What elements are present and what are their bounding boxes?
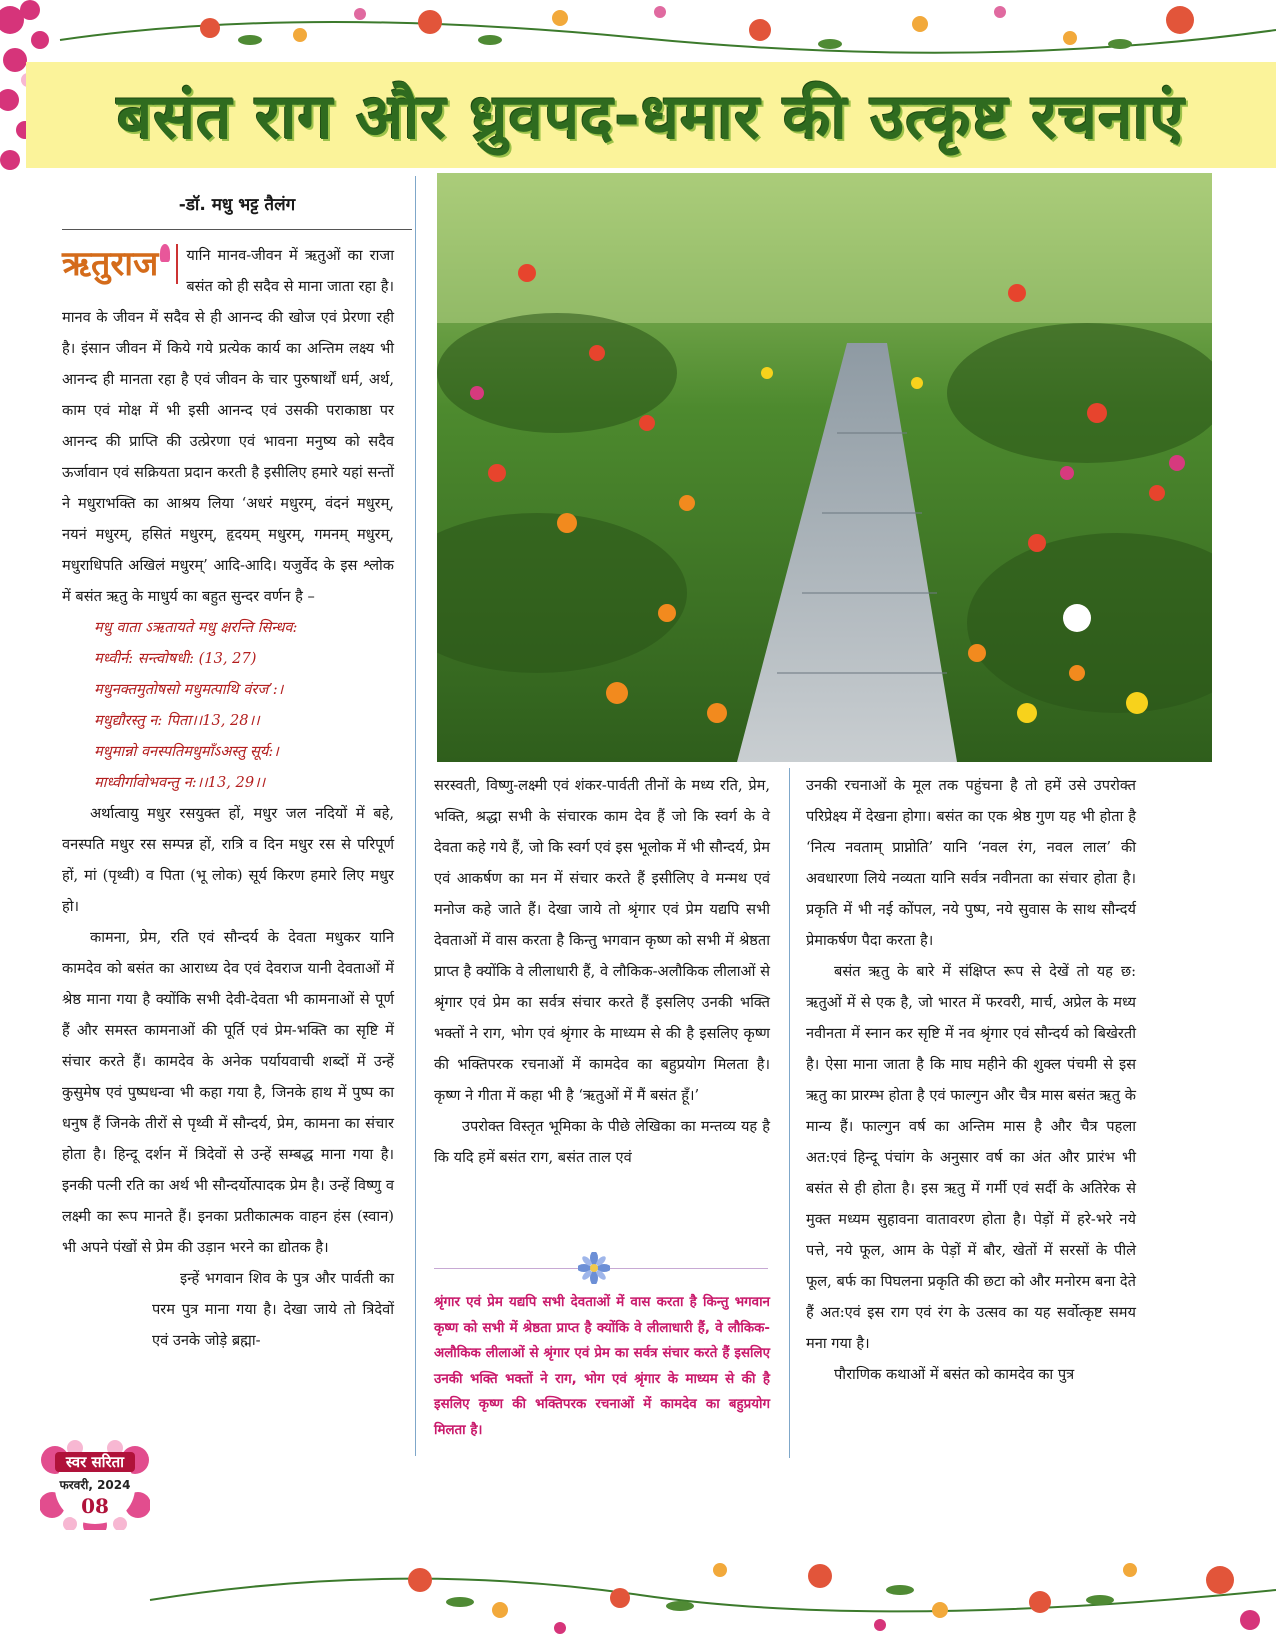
verse-line: मधुमान्नो वनस्पतिमधुमाँऽअस्तु सूर्य:। — [94, 743, 279, 760]
verse-line: मधुनक्तमुतोषसो मधुमत्पाथि वंरज’:। — [94, 681, 284, 698]
title-band — [26, 62, 1276, 168]
intro-paragraph: ऋतुराज यानि मानव-जीवन में ऋतुओं का राजा बसंत को ही सदैव से माना जाता रहा है। मानव के जीवन में सदैव से ही आनन्द की खोज एवं प्रेरणा रही है। इंसान जीवन में किये गये प्रत्येक कार्य का अन्तिम लक्ष्य भी आनन्द ही मानता रहा है एवं जीवन के चार पुरुषार्थों धर्म, अर्थ, काम एवं मोक्ष में भी इसी आनन्द एवं उसकी पराकाष्ठा पर आनन्द की प्राप्ति की उत्प्रेरणा एवं भावना मनुष्य को सदैव ऊर्जावान एवं सक्रियता प्रदान करती है इसीलिए हमारे यहां सन्तों ने मधुराभक्ति का आश्रय लिया ‘अधरं मधुरम्, वंदनं मधुरम्, नयनं मधुरम्, हसितं मधुरम्, हृदयम् मधुरम्, गमनम् मधुरम्, मधुराधिपति अखिलं मधुरम्’ आदि-आदि। यजुर्वेद के इस श्लोक में बसंत ऋतु के माधुर्य का बहुत सुन्दर वर्णन है – — [62, 244, 394, 605]
column-1 — [62, 240, 394, 1356]
paragraph: अर्थात्वायु मधुर रसयुक्त हों, मधुर जल नदियों में बहे, वनस्पति मधुर रस सम्पन्न हों, रात्रि व दिन मधुर रस से परिपूर्ण हों, मां (पृथ्वी) व पिता (भू लोक) सूर्य किरण हमारे लिए मधुर हो। — [62, 805, 394, 915]
paragraph: सरस्वती, विष्णु-लक्ष्मी एवं शंकर-पार्वती तीनों के मध्य रति, प्रेम, भक्ति, श्रद्धा सभी के संचारक काम देव हैं जो कि स्वर्ग के वे देवता कहे गये हैं, जो कि स्वर्ग एवं इस भूलोक में भी सौन्दर्य, प्रेम एवं आकर्षण का मन में संचार करते हैं इसीलिए वे मन्मथ एवं मनोज कहे जाते हैं। देखा जाये तो श्रृंगार एवं प्रेम यद्यपि सभी देवताओं में वास करता है किन्तु भगवान कृष्ण को सभी में श्रेष्ठता प्राप्त है क्योंकि वे लीलाधारी हैं, वे लौकिक-अलौकिक लीलाओं से श्रृंगार एवं प्रेम का सर्वत्र संचार करते हैं इसलिए उनकी भक्ति भक्तों ने राग, भोग एवं श्रृंगार के माध्यम से की है इसलिए कृष्ण की भक्तिपरक रचनाओं में कामदेव का बहुप्रयोग मिलता है। कृष्ण ने गीता में कहा भी है ‘ऋतुओं में मैं बसंत हूँ।’ — [434, 777, 770, 1104]
verse-line: मध्वीर्न: सन्त्वोषधी: (13, 27) — [94, 650, 257, 667]
author-byline: -डॉ. मधु भट्ट तैलंग — [178, 195, 296, 215]
flower-garland-bottom — [0, 1540, 1276, 1650]
lotus-divider-icon — [578, 1252, 610, 1284]
column-3 — [806, 770, 1136, 1390]
paragraph: बसंत ऋतु के बारे में संक्षिप्त रूप से देखें तो यह छ: ऋतुओं में से एक है, जो भारत में फरवरी, मार्च, अप्रेल के मध्य नवीनता में स्नान कर सृष्टि में नव श्रृंगार एवं सौन्दर्य को बिखेरती है। ऐसा माना जाता है कि माघ महीने की शुक्ल पंचमी से इस ऋतु का प्रारम्भ होता है एवं फाल्गुन और चैत्र मास बसंत ऋतु के मान्य हैं। फाल्गुन वर्ष का अन्तिम मास है और चैत्र पहला अत:एवं हिन्दू पंचांग के अनुसार वर्ष का अंत और प्रारंभ भी बसंत से ही होता है। इस ऋतु में गर्मी एवं सर्दी के अतिरेक से मुक्त मध्यम सुहावना वातावरण होता है। पेड़ों में हरे-भरे नये पत्ते, नये फूल, आम के पेड़ों में बौर, खेतों में सरसों के पीले फूल, बर्फ का पिघलना प्रकृति की छटा को और मनोरम बना देते हैं अत:एवं इस राग एवं रंग के उत्सव का यह सर्वोत्कृष्ट समय मना गया है। — [806, 963, 1136, 1352]
garden-path-photo — [437, 173, 1212, 762]
page-number: 08 — [81, 1494, 109, 1518]
paragraph: उनकी रचनाओं के मूल तक पहुंचना है तो हमें उसे उपरोक्त परिप्रेक्ष्य में देखना होगा। बसंत का एक श्रेष्ठ गुण यह भी होता है ‘नित्य नवताम् प्राप्नोति’ यानि ‘नवल रंग, नवल लाल’ की अवधारणा लिये नव्यता यानि सर्वत्र नवीनता का संचार होता है। प्रकृति में भी नई कोंपल, नये पुष्प, नये सुवास के साथ सौन्दर्य प्रेमाकर्षण पैदा करता है। — [806, 777, 1136, 949]
yajurveda-verse — [62, 612, 394, 798]
verse-line: मधु वाता ऽऋतायते मधु क्षरन्ति सिन्धव: — [94, 619, 298, 636]
magazine-name: स्वर सरिता — [55, 1452, 135, 1472]
tulip-icon — [160, 244, 170, 262]
flower-garland-top — [0, 0, 1276, 60]
author-divider — [62, 229, 412, 230]
pull-quote: श्रृंगार एवं प्रेम यद्यपि सभी देवताओं में वास करता है किन्तु भगवान कृष्ण को सभी में श्रेष्ठता प्राप्त है क्योंकि वे लीलाधारी हैं, वे लौकिक-अलौकिक लीलाओं से श्रृंगार एवं प्रेम का सर्वत्र संचार करते हैं इसलिए उनकी भक्ति भक्तों ने राग, भोग एवं श्रृंगार के माध्यम से की है इसलिए कृष्ण की भक्तिपरक रचनाओं में कामदेव का बहुप्रयोग मिलता है। — [434, 1295, 770, 1438]
paragraph: उपरोक्त विस्तृत भूमिका के पीछे लेखिका का मन्तव्य यह है कि यदि हमें बसंत राग, बसंत ताल एवं — [434, 1118, 770, 1166]
column-2 — [434, 770, 770, 1173]
verse-line: मधुद्यौरस्तु न: पिता।।13, 28।। — [94, 712, 260, 729]
paragraph: कामना, प्रेम, रति एवं सौन्दर्य के देवता मधुकर यानि कामदेव को बसंत का आराध्य देव एवं देवराज यानी देवताओं में श्रेष्ठ माना गया है क्योंकि सभी देवी-देवता भी कामनाओं से पूर्ण हैं और समस्त कामनाओं की पूर्ति एवं प्रेम-भक्ति का सृष्टि में संचार करते हैं। कामदेव के अनेक पर्यायवाची शब्दों में उन्हें कुसुमेष एवं पुष्पधन्वा भी कहा गया है, जिनके हाथ में पुष्प का धनुष हैं जिनके तीरों से पृथ्वी में सौन्दर्य, प्रेम, कामना का संचार होता है। हिन्दू दर्शन में त्रिदेवों से उन्हें सम्बद्ध माना गया है। इनकी पत्नी रति का अर्थ भी सौन्दर्योत्पादक प्रेम है। उन्हें विष्णु व लक्ष्मी का रूप मानते हैं। इनका प्रतीकात्मक वाहन हंस (स्वान) भी अपने पंखों से प्रेम की उड़ान भरने का द्योतक है। — [62, 929, 394, 1256]
verse-line: माध्वीर्गावोभवन्तु न:।।13, 29।। — [94, 774, 266, 791]
column-divider-right — [789, 768, 790, 1458]
page-title: बसंत राग और ध्रुवपद-धमार की उत्कृष्ट रचनाएं — [116, 80, 1186, 153]
issue-date: फरवरी, 2024 — [59, 1478, 131, 1492]
paragraph: इन्हें भगवान शिव के पुत्र और पार्वती का परम पुत्र माना गया है। देखा जाये तो त्रिदेवों एवं उनके जोड़े ब्रह्मा- — [152, 1270, 394, 1349]
dropcap: ऋतुराज — [62, 244, 178, 284]
paragraph: पौराणिक कथाओं में बसंत को कामदेव का पुत्र — [834, 1366, 1075, 1383]
column-divider-left — [415, 176, 416, 1456]
